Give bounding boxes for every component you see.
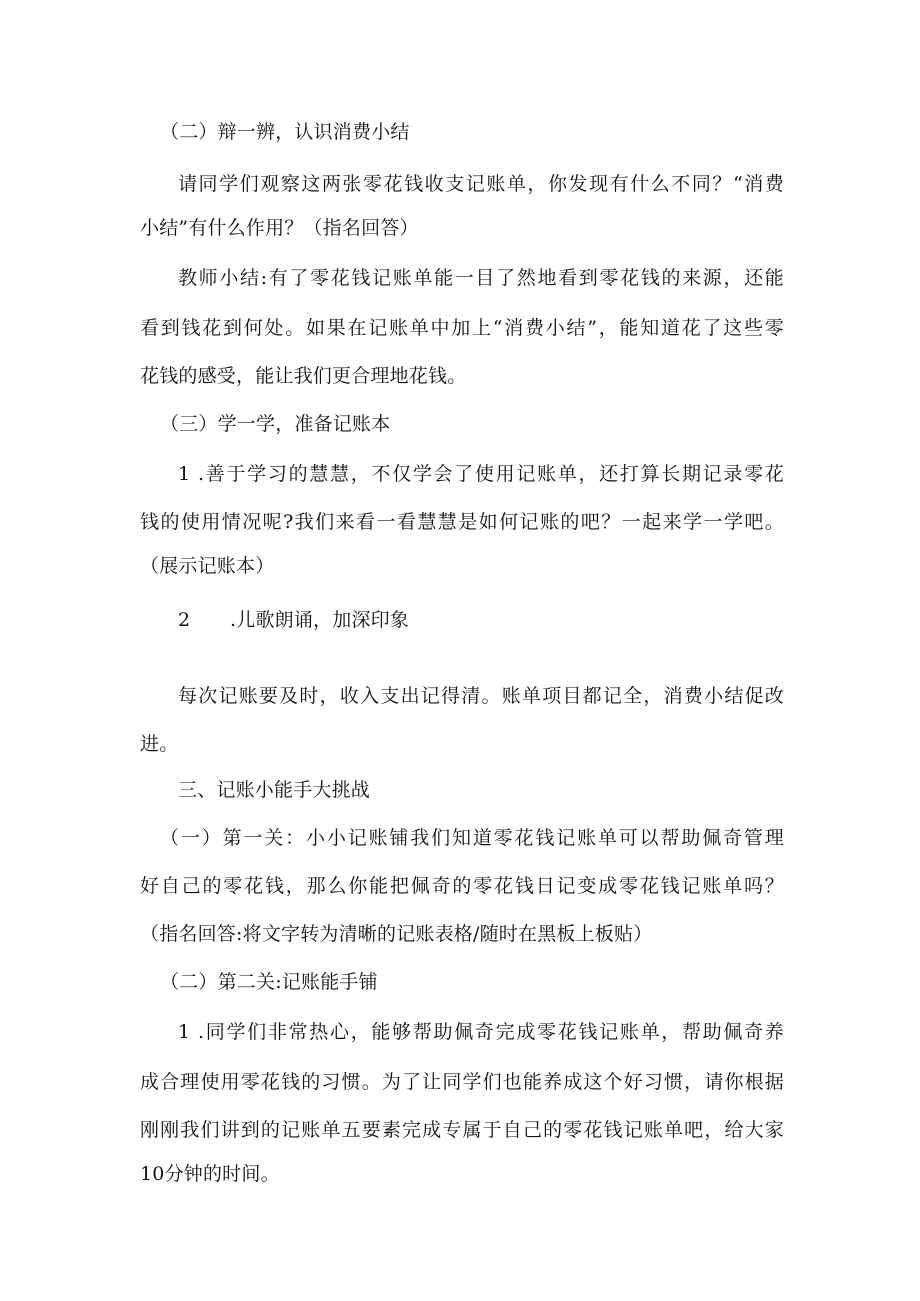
section-heading-level-2: （二）第二关:记账能手铺 [160,971,378,993]
paragraph-line: 花钱的感受，能让我们更合理地花钱。 [140,365,467,387]
paragraph-line: 看到钱花到何处。如果在记账单中加上“消费小结”，能知道花了这些零 [140,317,784,339]
paragraph-line: 小结”有什么作用？（指名回答） [140,217,419,239]
paragraph-line: 请同学们观察这两张零花钱收支记账单，你发现有什么不同？“消费 [178,173,784,195]
item-number: 2 [178,609,191,631]
section-heading-challenge: 三、记账小能手大挑战 [178,779,371,801]
section-heading-consumption-summary: （二）辩一辨，认识消费小结 [160,121,410,143]
paragraph-line: （一）第一关：小小记账铺我们知道零花钱记账单可以帮助佩奇管理 [160,827,784,849]
paragraph-line: 成合理使用零花钱的习惯。为了让同学们也能养成这个好习惯，请你根据 [140,1071,784,1093]
section-heading-account-book: （三）学一学，准备记账本 [160,413,391,435]
numbered-item-2 [178,608,409,632]
paragraph-line: 每次记账要及时，收入支出记得清。账单项目都记全，消费小结促改 [178,685,784,707]
paragraph-line: 1 .善于学习的慧慧，不仅学会了使用记账单，还打算长期记录零花 [178,463,784,485]
paragraph-line: 刚刚我们讲到的记账单五要素完成专属于自己的零花钱记账单吧，给大家 [140,1119,784,1141]
paragraph-line: 1 .同学们非常热心，能够帮助佩奇完成零花钱记账单，帮助佩奇养 [178,1021,784,1043]
paragraph-line: （指名回答:将文字转为清晰的记账表格/随时在黑板上板贴） [140,923,653,945]
paragraph-line: 进。 [140,733,179,755]
paragraph-line: （展示记账本） [140,555,275,577]
paragraph-line: 教师小结:有了零花钱记账单能一目了然地看到零花钱的来源，还能 [178,267,784,289]
paragraph-line: 钱的使用情况呢?我们来看一看慧慧是如何记账的吧？一起来学一学吧。 [140,511,784,533]
paragraph-line: 好自己的零花钱，那么你能把佩奇的零花钱日记变成零花钱记账单吗？ [140,875,784,897]
item-text: .儿歌朗诵，加深印象 [230,609,410,631]
paragraph-line: 10分钟的时间。 [140,1163,280,1185]
